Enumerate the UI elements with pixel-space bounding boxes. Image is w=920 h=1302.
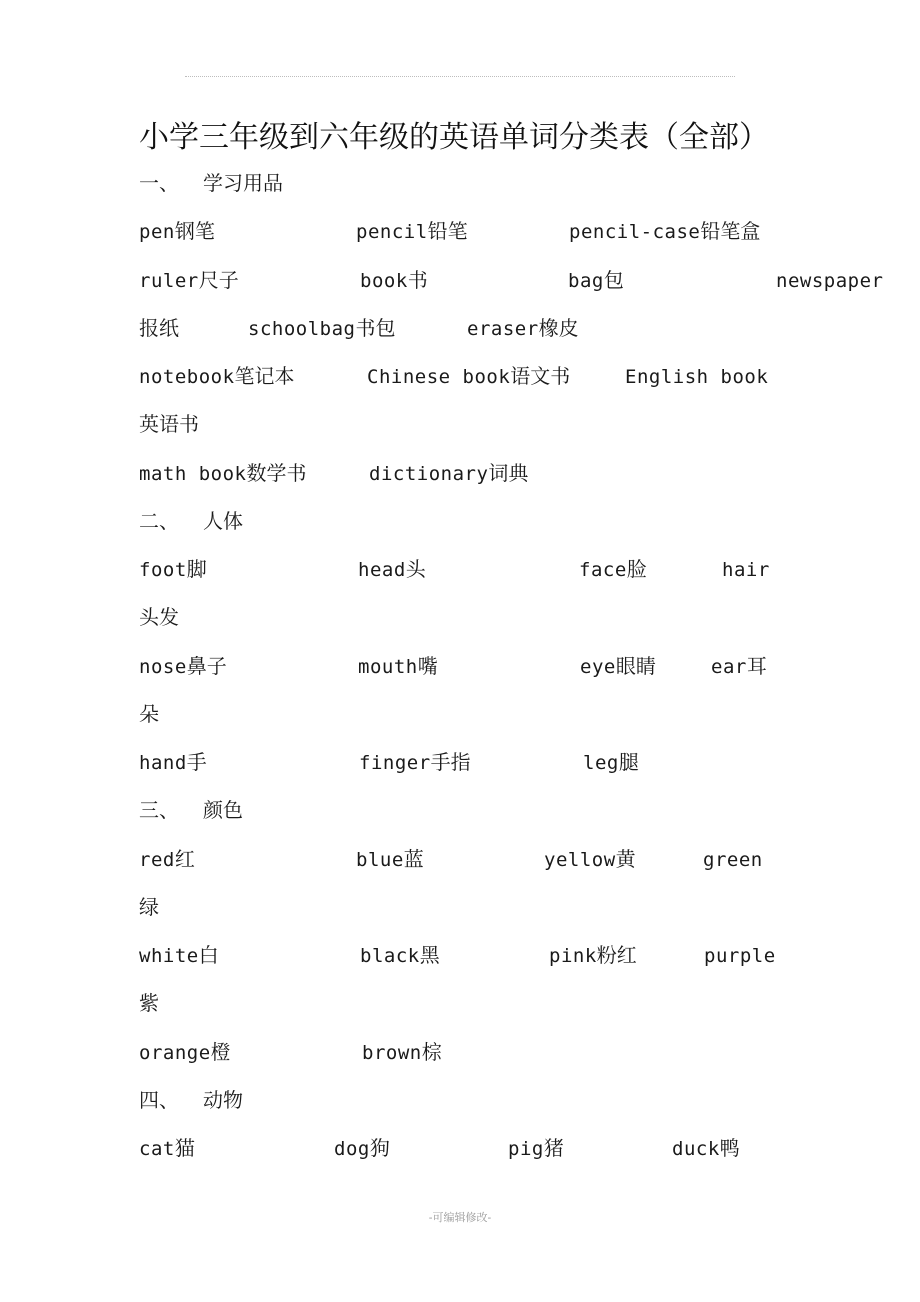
vocabulary-item bbox=[139, 458, 306, 489]
english-word: face bbox=[579, 559, 627, 581]
chinese-meaning: 尺子 bbox=[198, 267, 239, 292]
english-word: pen bbox=[139, 221, 175, 244]
english-word: ruler bbox=[139, 269, 199, 292]
english-word: red bbox=[139, 848, 175, 871]
section-title: 动物 bbox=[203, 1087, 243, 1112]
vocabulary-line bbox=[0, 313, 920, 343]
vocabulary-item bbox=[356, 216, 468, 247]
english-word: eye bbox=[580, 655, 616, 678]
chinese-meaning: 头 bbox=[405, 557, 426, 581]
vocabulary-item bbox=[139, 313, 179, 343]
english-word: blue bbox=[356, 848, 404, 871]
english-word: purple bbox=[704, 945, 776, 967]
chinese-meaning: 头发 bbox=[139, 605, 179, 630]
chinese-meaning: 猫 bbox=[174, 1136, 195, 1160]
vocabulary-item bbox=[568, 265, 624, 296]
vocabulary-line bbox=[0, 216, 920, 246]
vocabulary-item bbox=[549, 940, 637, 971]
english-word: pink bbox=[549, 945, 597, 967]
chinese-meaning: 眼睛 bbox=[615, 653, 656, 678]
english-word: cat bbox=[139, 1138, 175, 1160]
vocabulary-item bbox=[139, 602, 179, 632]
vocabulary-line bbox=[0, 892, 920, 922]
section-heading bbox=[0, 1085, 920, 1115]
vocabulary-item bbox=[139, 216, 215, 247]
chinese-meaning: 橙 bbox=[210, 1039, 231, 1064]
chinese-meaning: 棕 bbox=[421, 1039, 442, 1064]
english-word: yellow bbox=[544, 848, 616, 871]
english-word: finger bbox=[359, 752, 431, 774]
vocabulary-item bbox=[367, 361, 570, 392]
chinese-meaning: 鸭 bbox=[719, 1136, 740, 1160]
section-number: 三、 bbox=[139, 798, 179, 823]
vocabulary-line bbox=[0, 409, 920, 439]
chinese-meaning: 脸 bbox=[626, 557, 647, 581]
english-word: orange bbox=[139, 1041, 211, 1064]
vocabulary-line bbox=[0, 651, 920, 681]
section-number: 四、 bbox=[139, 1087, 179, 1112]
vocabulary-line bbox=[0, 554, 920, 584]
vocabulary-item bbox=[139, 1133, 195, 1164]
chinese-meaning: 笔记本 bbox=[234, 364, 295, 388]
section-heading bbox=[0, 506, 920, 536]
english-word: nose bbox=[139, 655, 187, 678]
vocabulary-line bbox=[0, 940, 920, 970]
vocabulary-item bbox=[722, 554, 770, 585]
vocabulary-item bbox=[703, 844, 763, 875]
chinese-meaning: 铅笔盒 bbox=[700, 219, 761, 244]
section-number: 二、 bbox=[139, 508, 179, 533]
chinese-meaning: 耳 bbox=[746, 653, 767, 678]
english-word: white bbox=[139, 945, 199, 967]
chinese-meaning: 包 bbox=[603, 267, 624, 292]
section-title: 学习用品 bbox=[203, 171, 283, 195]
english-word: black bbox=[360, 945, 420, 967]
vocabulary-item bbox=[369, 458, 528, 489]
vocabulary-line bbox=[0, 988, 920, 1018]
chinese-meaning: 猪 bbox=[543, 1136, 564, 1160]
english-word: dog bbox=[334, 1138, 370, 1160]
vocabulary-item bbox=[139, 747, 207, 778]
vocabulary-item bbox=[139, 988, 159, 1018]
chinese-meaning: 脚 bbox=[186, 557, 207, 581]
english-word: notebook bbox=[139, 366, 235, 388]
chinese-meaning: 蓝 bbox=[403, 846, 424, 871]
english-word: pencil-case bbox=[569, 221, 701, 244]
vocabulary-item bbox=[704, 940, 776, 971]
vocabulary-item bbox=[248, 313, 395, 344]
chinese-meaning: 钢笔 bbox=[174, 219, 215, 244]
vocabulary-item bbox=[467, 313, 579, 344]
vocabulary-item bbox=[569, 216, 760, 247]
chinese-meaning: 黑 bbox=[419, 943, 440, 967]
chinese-meaning: 黄 bbox=[615, 846, 636, 871]
chinese-meaning: 手 bbox=[186, 750, 207, 774]
english-word: book bbox=[360, 269, 408, 292]
english-word: pencil bbox=[356, 221, 428, 244]
chinese-meaning: 铅笔 bbox=[427, 219, 468, 244]
vocabulary-line bbox=[0, 458, 920, 488]
vocabulary-item bbox=[334, 1133, 390, 1164]
vocabulary-item bbox=[358, 554, 426, 585]
vocabulary-item bbox=[672, 1133, 740, 1164]
chinese-meaning: 手指 bbox=[430, 750, 471, 774]
chinese-meaning: 狗 bbox=[369, 1136, 390, 1160]
chinese-meaning: 红 bbox=[174, 846, 195, 871]
section-title: 人体 bbox=[203, 508, 243, 533]
chinese-meaning: 书 bbox=[407, 267, 428, 292]
vocabulary-item bbox=[358, 651, 438, 682]
english-word: schoolbag bbox=[248, 317, 356, 340]
section-heading bbox=[0, 795, 920, 825]
vocabulary-line bbox=[0, 747, 920, 777]
chinese-meaning: 词典 bbox=[488, 460, 529, 485]
chinese-meaning: 橡皮 bbox=[538, 315, 579, 340]
english-word: pig bbox=[508, 1138, 544, 1160]
chinese-meaning: 书包 bbox=[355, 315, 396, 340]
english-word: ear bbox=[711, 655, 747, 678]
english-word: duck bbox=[672, 1138, 720, 1160]
vocabulary-item bbox=[139, 651, 227, 682]
vocabulary-line bbox=[0, 1037, 920, 1067]
chinese-meaning: 鼻子 bbox=[186, 653, 227, 678]
chinese-meaning: 粉红 bbox=[596, 943, 637, 967]
section-heading bbox=[0, 168, 920, 198]
vocabulary-line bbox=[0, 361, 920, 391]
vocabulary-line bbox=[0, 265, 920, 295]
vocabulary-item bbox=[139, 699, 159, 729]
english-word: eraser bbox=[467, 317, 539, 340]
chinese-meaning: 白 bbox=[198, 943, 219, 967]
chinese-meaning: 数学书 bbox=[246, 460, 307, 485]
vocabulary-item bbox=[139, 265, 239, 296]
english-word: math book bbox=[139, 462, 247, 485]
chinese-meaning: 腿 bbox=[618, 750, 639, 774]
vocabulary-item bbox=[544, 844, 636, 875]
vocabulary-item bbox=[579, 554, 647, 585]
english-word: green bbox=[703, 848, 763, 871]
vocabulary-item bbox=[139, 361, 295, 392]
chinese-meaning: 语文书 bbox=[510, 364, 571, 388]
vocabulary-item bbox=[139, 844, 195, 875]
english-word: mouth bbox=[358, 655, 418, 678]
chinese-meaning: 紫 bbox=[139, 991, 159, 1016]
chinese-meaning: 朵 bbox=[139, 701, 159, 726]
document-title: 小学三年级到六年级的英语单词分类表（全部） bbox=[139, 120, 769, 155]
vocabulary-line bbox=[0, 844, 920, 874]
english-word: hair bbox=[722, 559, 770, 581]
chinese-meaning: 报纸 bbox=[139, 315, 179, 340]
section-title: 颜色 bbox=[203, 798, 243, 823]
vocabulary-item bbox=[360, 940, 440, 971]
english-word: dictionary bbox=[369, 462, 489, 485]
english-word: Chinese book bbox=[367, 366, 511, 388]
chinese-meaning: 嘴 bbox=[417, 653, 438, 678]
vocabulary-item bbox=[360, 265, 428, 296]
vocabulary-item bbox=[508, 1133, 564, 1164]
english-word: newspaper bbox=[776, 269, 884, 292]
english-word: hand bbox=[139, 752, 187, 774]
english-word: head bbox=[358, 559, 406, 581]
vocabulary-item bbox=[625, 361, 768, 392]
vocabulary-item bbox=[356, 844, 424, 875]
vocabulary-item bbox=[139, 892, 159, 922]
page-footer: -可编辑修改- bbox=[428, 1211, 492, 1224]
english-word: English book bbox=[625, 366, 769, 388]
header-dotted-rule bbox=[185, 76, 735, 77]
vocabulary-line bbox=[0, 1133, 920, 1163]
vocabulary-item bbox=[362, 1037, 442, 1068]
english-word: brown bbox=[362, 1041, 422, 1064]
vocabulary-item bbox=[583, 747, 639, 778]
section-number: 一、 bbox=[139, 171, 179, 195]
vocabulary-line bbox=[0, 699, 920, 729]
vocabulary-item bbox=[776, 265, 883, 296]
vocabulary-item bbox=[139, 409, 199, 439]
chinese-meaning: 英语书 bbox=[139, 412, 199, 437]
chinese-meaning: 绿 bbox=[139, 894, 159, 919]
vocabulary-item bbox=[711, 651, 767, 682]
vocabulary-line bbox=[0, 602, 920, 632]
english-word: leg bbox=[583, 752, 619, 774]
english-word: bag bbox=[568, 269, 604, 292]
vocabulary-item bbox=[139, 940, 219, 971]
english-word: foot bbox=[139, 559, 187, 581]
vocabulary-item bbox=[580, 651, 656, 682]
vocabulary-item bbox=[359, 747, 471, 778]
vocabulary-item bbox=[139, 1037, 231, 1068]
vocabulary-item bbox=[139, 554, 207, 585]
